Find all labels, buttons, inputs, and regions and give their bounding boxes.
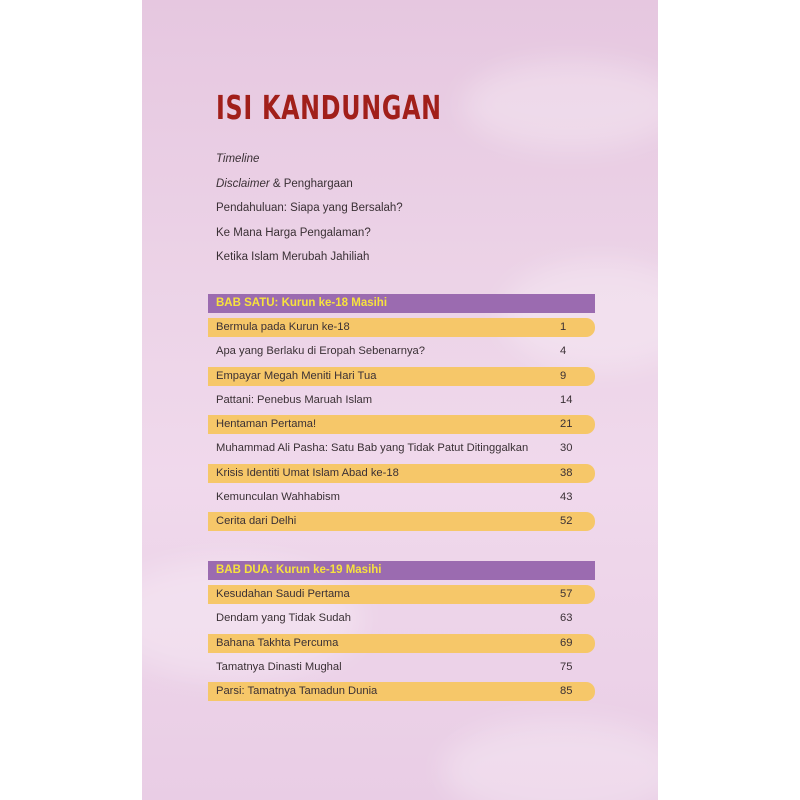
page-title: ISI KANDUNGAN [216, 88, 442, 127]
toc-page-number: 52 [560, 515, 573, 527]
toc-entry-title: Apa yang Berlaku di Eropah Sebenarnya? [216, 345, 425, 358]
toc-entry-title: Empayar Megah Meniti Hari Tua [216, 369, 377, 382]
timeline-text: Timeline [216, 153, 260, 165]
toc-entry-title: Krisis Identiti Umat Islam Abad ke-18 [216, 466, 399, 479]
toc-page-number: 21 [560, 418, 573, 430]
penghargaan-text: & Penghargaan [269, 177, 353, 190]
chapter-1-entries [208, 315, 595, 533]
toc-page-number: 75 [560, 660, 573, 673]
front-matter-item: Ke Mana Harga Pengalaman? [216, 226, 371, 239]
toc-entry-title: Kemunculan Wahhabism [216, 490, 340, 503]
chapter-heading-bab-dua [208, 561, 595, 580]
toc-row[interactable] [208, 582, 595, 606]
cloud-decoration [442, 720, 658, 800]
toc-page-number: 9 [560, 369, 567, 382]
front-matter-item: Pendahuluan: Siapa yang Bersalah? [216, 202, 403, 214]
toc-row[interactable] [208, 315, 595, 339]
toc-row[interactable] [208, 339, 595, 363]
front-matter-item [216, 173, 403, 198]
toc-page-number: 69 [560, 636, 573, 649]
chapter-label: BAB DUA: Kurun ke-19 Masihi [216, 564, 382, 576]
toc-row[interactable] [208, 509, 595, 533]
chapter-label: BAB SATU: Kurun ke-18 Masihi [216, 297, 388, 309]
toc-page-number: 30 [560, 442, 573, 455]
toc-row[interactable] [208, 388, 595, 412]
toc-entry-title: Pattani: Penebus Maruah Islam [216, 393, 373, 406]
toc-row[interactable] [208, 461, 595, 485]
toc-entry-title: Muhammad Ali Pasha: Satu Bab yang Tidak Patut Ditinggalkan [216, 442, 529, 455]
toc-row[interactable] [208, 485, 595, 509]
toc-page-number: 1 [560, 321, 567, 333]
toc-page-number: 85 [560, 685, 573, 697]
toc-page-number: 63 [560, 612, 573, 625]
chapter-heading-bab-satu [208, 294, 595, 313]
toc-row[interactable] [208, 606, 595, 630]
toc-page-number: 38 [560, 466, 573, 479]
toc-page-number: 4 [560, 345, 567, 358]
front-matter-item: Ketika Islam Merubah Jahiliah [216, 251, 370, 263]
toc-row[interactable] [208, 655, 595, 679]
toc-entry-title: Hentaman Pertama! [216, 418, 317, 430]
toc-page-number: 14 [560, 393, 573, 406]
toc-entry-title: Parsi: Tamatnya Tamadun Dunia [216, 685, 378, 697]
book-page [142, 0, 658, 800]
toc-page-number: 43 [560, 490, 573, 503]
cloud-decoration [462, 60, 658, 150]
toc-row[interactable] [208, 364, 595, 388]
toc-row[interactable] [208, 436, 595, 460]
toc-row[interactable] [208, 412, 595, 436]
toc-entry-title: Bermula pada Kurun ke-18 [216, 321, 350, 333]
chapter-2-entries [208, 582, 595, 703]
front-matter-list [216, 148, 403, 271]
toc-entry-title: Dendam yang Tidak Sudah [216, 612, 351, 625]
disclaimer-text: Disclaimer [216, 177, 270, 190]
toc-entry-title: Kesudahan Saudi Pertama [216, 588, 350, 600]
toc-row[interactable] [208, 631, 595, 655]
toc-entry-title: Cerita dari Delhi [216, 515, 297, 527]
toc-row[interactable] [208, 679, 595, 703]
toc-page-number: 57 [560, 588, 573, 600]
toc-entry-title: Bahana Takhta Percuma [216, 636, 339, 649]
front-matter-item [216, 148, 403, 173]
toc-entry-title: Tamatnya Dinasti Mughal [216, 660, 342, 673]
